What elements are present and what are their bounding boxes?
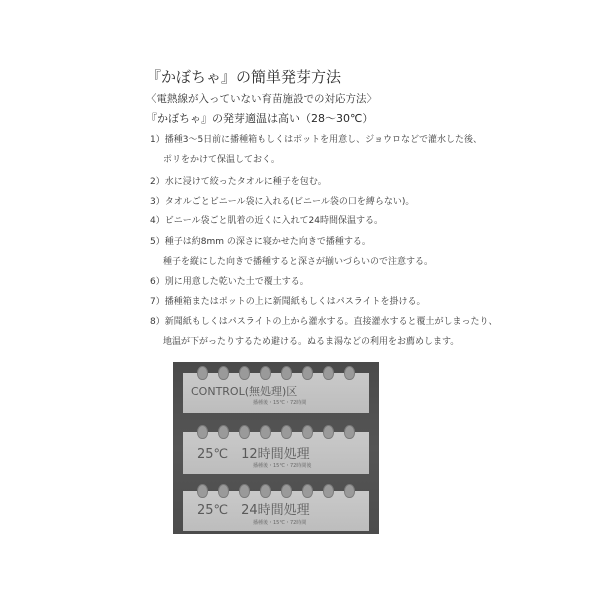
seed — [239, 366, 250, 380]
seed — [260, 366, 271, 380]
seed — [323, 484, 334, 498]
board-control — [183, 373, 369, 413]
step-line: 4）ビニール袋ごと肌着の近くに入れて24時間保温する。 — [150, 216, 383, 226]
seed — [239, 425, 250, 439]
seed — [302, 425, 313, 439]
seed — [218, 484, 229, 498]
board-label: CONTROL(無処理)区 — [191, 385, 298, 398]
seed — [197, 484, 208, 498]
seed — [281, 366, 292, 380]
germination-photo — [173, 362, 379, 534]
seed — [344, 366, 355, 380]
step-line: 種子を縦にした向きで播種すると深さが揃いづらいので注意する。 — [163, 257, 434, 267]
step-line: 8）新聞紙もしくはパスライトの上から灌水する。直接灌水すると覆土がしまったり、 — [150, 317, 498, 327]
document-subtitle: 〈電熱線が入っていない育苗施設での対応方法〉 — [146, 93, 377, 105]
board-note: 播種後・15℃・72時間 — [253, 400, 307, 406]
seed — [218, 425, 229, 439]
seed — [344, 484, 355, 498]
step-line: 5）種子は約8mm の深さに寝かせた向きで播種する。 — [150, 237, 371, 247]
step-line: 3）タオルごとビニール袋に入れる(ビニール袋の口を縛らない)。 — [150, 197, 415, 207]
seed — [281, 425, 292, 439]
board-label: 25℃ 12時間処理 — [197, 447, 310, 462]
step-line: ポリをかけて保温しておく。 — [163, 155, 280, 165]
board-24h — [183, 491, 369, 531]
seed — [302, 484, 313, 498]
step-line: 6）別に用意した乾いた土で覆土する。 — [150, 277, 309, 287]
seed — [260, 425, 271, 439]
document-title: 『かぼちゃ』の簡単発芽方法 — [146, 68, 342, 86]
seed — [260, 484, 271, 498]
seed — [302, 366, 313, 380]
section-heading: 『かぼちゃ』の発芽適温は高い（28～30℃） — [146, 112, 374, 125]
seed — [344, 425, 355, 439]
seed — [281, 484, 292, 498]
board-label: 25℃ 24時間処理 — [197, 503, 310, 518]
seed — [323, 425, 334, 439]
step-line: 地温が下がったりするため避ける。ぬるま湯などの利用をお薦めします。 — [163, 337, 460, 347]
seed — [218, 366, 229, 380]
step-line: 7）播種箱またはポットの上に新聞紙もしくはパスライトを掛ける。 — [150, 297, 426, 307]
board-note: 播種後・15℃・72時間後 — [253, 463, 312, 469]
board-note: 播種後・15℃・72時間 — [253, 520, 307, 526]
seed — [197, 425, 208, 439]
seed — [239, 484, 250, 498]
board-12h — [183, 432, 369, 474]
seed — [197, 366, 208, 380]
step-line: 2）水に浸けて絞ったタオルに種子を包む。 — [150, 177, 327, 187]
step-line: 1）播種3～5日前に播種箱もしくはポットを用意し、ジョウロなどで灌水した後、 — [150, 135, 483, 145]
seed — [323, 366, 334, 380]
